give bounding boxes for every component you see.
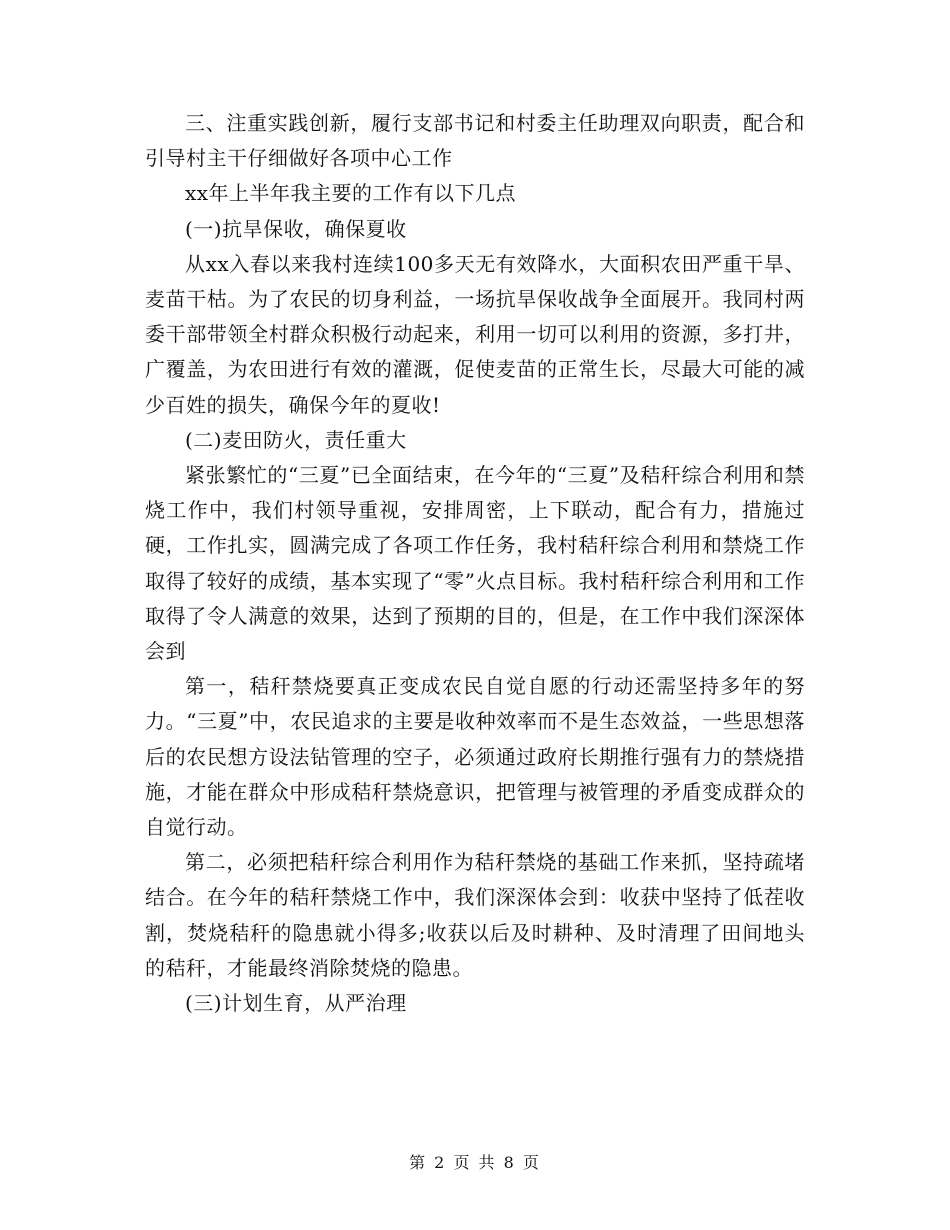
paragraph-drought: 从xx入春以来我村连续100多天无有效降水，大面积农田严重干旱、麦苗干枯。为了农民的切身利益，一场抗旱保收战争全面展开。我同村两委干部带领全村群众积极行动起来，利用一切可以利用的资源，多打井，广覆盖，为农田进行有效的灌溉，促使麦苗的正常生长，尽最大可能的减少百姓的损失，确保今年的夏收!	[145, 251, 805, 417]
heading-family-planning: (三)计划生育，从严治理	[185, 991, 407, 1016]
paragraph-fire-prevention: 紧张繁忙的“三夏”已全面结束，在今年的“三夏”及秸秆综合利用和禁烧工作中，我们村领导重视，安排周密，上下联动，配合有力，措施过硬，工作扎实，圆满完成了各项工作任务，我村秸秆综合利用和禁烧工作取得了较好的成绩，基本实现了“零”火点目标。我村秸秆综合利用和工作取得了令人满意的效果，达到了预期的目的，但是，在工作中我们深深体会到	[145, 463, 805, 664]
heading-drought: (一)抗旱保收，确保夏收	[185, 216, 407, 241]
document-body	[145, 106, 805, 1021]
paragraph-intro: xx年上半年我主要的工作有以下几点	[185, 181, 517, 206]
page-number-label: 第 2 页 共 8 页	[409, 1153, 541, 1172]
paragraph-second-point: 第二，必须把秸秆综合利用作为秸秆禁烧的基础工作来抓，坚持疏堵结合。在今年的秸秆禁烧工作中，我们深深体会到：收获中坚持了低茬收割，焚烧秸秆的隐患就小得多;收获以后及时耕种、及时清理了田间地头的秸秆，才能最终消除焚烧的隐患。	[145, 850, 805, 980]
paragraph-first-point: 第一，秸秆禁烧要真正变成农民自觉自愿的行动还需坚持多年的努力。“三夏”中，农民追求的主要是收种效率而不是生态效益，一些思想落后的农民想方设法钻管理的空子，必须通过政府长期推行强有力的禁烧措施，才能在群众中形成秸秆禁烧意识，把管理与被管理的矛盾变成群众的自觉行动。	[145, 674, 805, 840]
heading-fire-prevention: (二)麦田防火，责任重大	[185, 427, 407, 452]
paragraph-section-three: 三、注重实践创新，履行支部书记和村委主任助理双向职责，配合和引导村主干仔细做好各项中心工作	[145, 111, 805, 171]
page-footer	[0, 1150, 950, 1173]
